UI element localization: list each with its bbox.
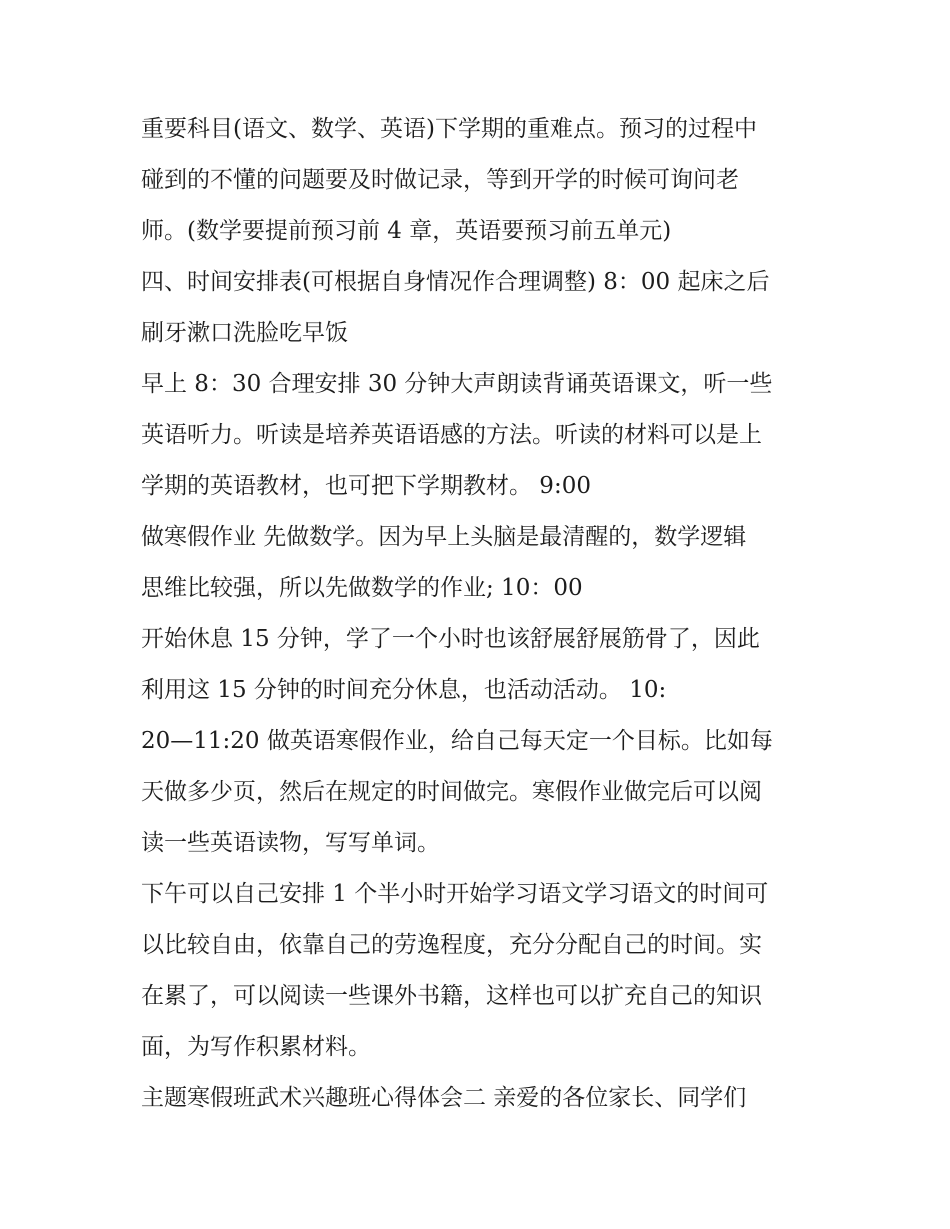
text-line-12: 利用这 15 分钟的时间充分休息，也活动活动。 10: <box>141 677 667 703</box>
text-line-7: 英语听力。听读是培养英语语感的方法。听读的材料可以是上 <box>141 422 762 448</box>
text-line-2: 碰到的不懂的问题要及时做记录，等到开学的时候可询问老 <box>141 167 739 193</box>
text-line-15: 读一些英语读物，写写单词。 <box>141 830 440 856</box>
document-body <box>141 104 821 1124</box>
text-line-18: 在累了，可以阅读一些课外书籍，这样也可以扩充自己的知识 <box>141 983 762 1009</box>
text-line-16: 下午可以自己安排 1 个半小时开始学习语文学习语文的时间可 <box>141 881 769 907</box>
text-line-13: 20—11:20 做英语寒假作业，给自己每天定一个目标。比如每 <box>141 728 773 754</box>
text-line-1: 重要科目(语文、数学、英语)下学期的重难点。预习的过程中 <box>141 116 757 142</box>
text-line-11: 开始休息 15 分钟，学了一个小时也该舒展舒展筋骨了，因此 <box>141 626 760 652</box>
text-line-20: 主题寒假班武术兴趣班心得体会二 亲爱的各位家长、同学们 <box>141 1085 747 1111</box>
text-line-10: 思维比较强，所以先做数学的作业; 10：00 <box>141 575 583 601</box>
text-line-8: 学期的英语教材，也可把下学期教材。 9:00 <box>141 473 591 499</box>
text-line-17: 以比较自由，依靠自己的劳逸程度，充分分配自己的时间。实 <box>141 932 762 958</box>
text-line-6: 早上 8：30 合理安排 30 分钟大声朗读背诵英语课文，听一些 <box>141 371 773 397</box>
text-line-4: 四、时间安排表(可根据自身情况作合理调整) 8：00 起床之后 <box>141 269 770 295</box>
text-line-5: 刷牙漱口洗脸吃早饭 <box>141 320 348 346</box>
text-line-9: 做寒假作业 先做数学。因为早上头脑是最清醒的，数学逻辑 <box>141 524 747 550</box>
text-line-19: 面，为写作积累材料。 <box>141 1034 371 1060</box>
text-line-3: 师。(数学要提前预习前 4 章，英语要预习前五单元) <box>141 218 672 244</box>
text-line-14: 天做多少页，然后在规定的时间做完。寒假作业做完后可以阅 <box>141 779 762 805</box>
